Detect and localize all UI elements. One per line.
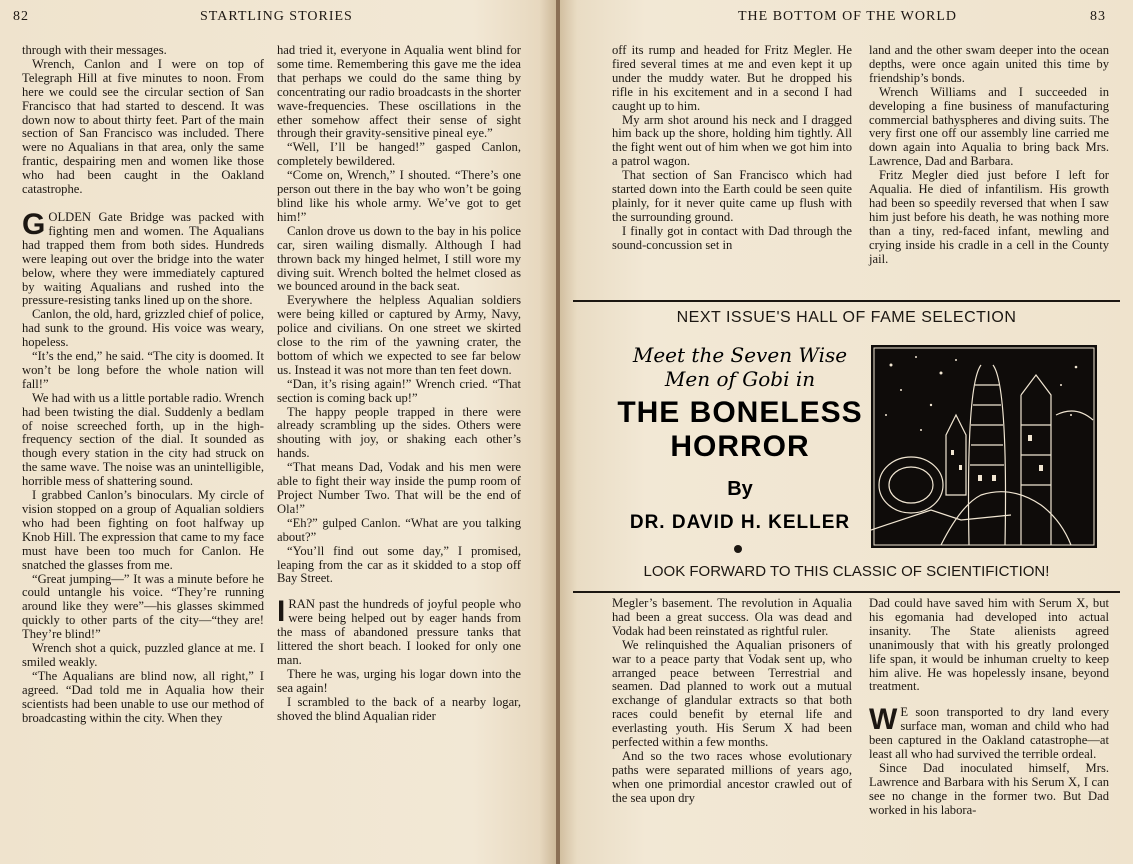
right-column-1: [612, 44, 852, 253]
left-page: [0, 0, 556, 864]
paragraph-dropcap: IRAN past the hundreds of joyful people who were being helped out by eager hands from the mass of abandoned pressure tanks that littered the short beach. I looked for only one man.: [277, 595, 521, 667]
right-column-4: [869, 597, 1109, 818]
drop-cap: W: [869, 703, 898, 737]
left-column-2: [277, 44, 521, 724]
paragraph: Canlon drove us down to the bay in his police car, siren wailing dismally. Although I had thrown back my hinged helmet, I still wore my diving suit. Wrench bolted the helmet closed as we bounced around in the back seat.: [277, 223, 521, 294]
paragraph: Fritz Megler died just before I left for Aqualia. He died of infantilism. His growth had been so speedily reversed that when I saw him just before his death, he was nothing more than a tiny, red-faced infant, mewling and crying inside his cradle in a cell in the County jail.: [869, 168, 1109, 266]
paragraph: land and the other swam deeper into the ocean depths, were once again united this time by friendship’s bonds.: [869, 43, 1109, 85]
paragraph: Wrench shot a quick, puzzled glance at me. I smiled weakly.: [22, 641, 264, 669]
paragraph: “The Aqualians are blind now, all right,” I agreed. “Dad told me in Aqualia how their scientists had been unable to use our method of broadcasting within the city. When they: [22, 668, 264, 725]
paragraph: We had with us a little portable radio. Wrench had been twisting the dial. Suddenly a bedlam of noise screeched forth, up in the high-frequency section of the dial. It sounded as though every station in the city had struck on the same wave. The noise was an unintelligible, horrible mess of shattering sound.: [22, 390, 264, 489]
paragraph: “Come on, Wrench,” I shouted. “There’s one person out there in the bay who won’t be going blind like his whole army. We’ve got to get him!”: [277, 168, 521, 224]
paragraph: I grabbed Canlon’s binoculars. My circle of vision stopped on a group of Aqualian soldiers who had been fighting on foot halfway up Knob Hill. The expression that came to my face must have been too much for Canlon. He snatched the glasses from me.: [22, 488, 264, 572]
page-number-right: 83: [1090, 9, 1106, 24]
paragraph: My arm shot around his neck and I dragged him back up the shore, holding him tightly. All the fight went out of him when we got him into a patrol wagon.: [612, 112, 852, 169]
page-number-left: 82: [13, 9, 29, 24]
paragraph: off its rump and headed for Fritz Megler. He fired several times at me and even kept it up under the muddy water. But he dropped his rifle in his excitement and in a second I had caught up to him.: [612, 43, 852, 113]
right-column-2: [869, 44, 1109, 267]
running-head-left: STARTLING STORIES: [200, 9, 353, 24]
drop-cap: G: [22, 207, 46, 241]
paragraph: The happy people trapped in there were already scrambling up the sides. Others were shouting with joy, or shaking each other’s hands.: [277, 404, 521, 461]
paragraph: “You’ll find out some day,” I promised, leaping from the car as it skidded to a stop off Bay Street.: [277, 543, 521, 586]
futuristic-city-illustration: [871, 345, 1097, 548]
paragraph: Wrench Williams and I succeeded in developing a fine business of manufacturing commercial bathyspheres and diving suits. The very first one off our assembly line carried me down again into Aqualia to bring back Mrs. Lawrence, Dad and Barbara.: [869, 84, 1109, 169]
story-title-line2: HORROR: [670, 430, 810, 463]
bullet-dot: [734, 545, 742, 553]
paragraph: “Eh?” gulped Canlon. “What are you talking about?”: [277, 515, 521, 544]
paragraph: Since Dad inoculated himself, Mrs. Lawrence and Barbara with his Serum X, I can see no change in the former two. But Dad worked in his labora-: [869, 760, 1109, 817]
paragraph: There he was, urging his logar down into the sea again!: [277, 666, 521, 695]
byline-by: By: [727, 478, 753, 500]
paragraph: Dad could have saved him with Serum X, but his egomania had developed into actual insanity. The State alienists agreed unanimously that with his greatly prolonged life span, it would be inhuman cruelty to keep him alive. He was hopelessly insane, beyond treatment.: [869, 596, 1109, 694]
paragraph: I finally got in contact with Dad through the sound-concussion set in: [612, 223, 852, 252]
story-title-line1: THE BONELESS: [617, 396, 863, 429]
paragraph: Megler’s basement. The revolution in Aqualia had been a great success. Ola was dead and Vodak had been reinstated as rightful ruler.: [612, 596, 852, 638]
hall-of-fame-heading: NEXT ISSUE'S HALL OF FAME SELECTION: [676, 309, 1017, 326]
paragraph: “That means Dad, Vodak and his men were able to fight their way inside the pump room of Project Number Two. That will be the end of Ola!”: [277, 460, 521, 516]
look-forward-text: LOOK FORWARD TO THIS CLASSIC OF SCIENTIFICTION!: [643, 563, 1050, 580]
paragraph: Canlon, the old, hard, grizzled chief of police, had sunk to the ground. His voice was weary, hopeless.: [22, 307, 264, 350]
paragraph-dropcap: W E soon transported to dry land every surface man, woman and child who had been captured in the Oakland catastrophe—at least all who had survived the terrible ordeal.: [869, 703, 1109, 762]
paragraph: I scrambled to the back of a nearby logar, shoved the blind Aqualian rider: [277, 694, 521, 723]
paragraph-dropcap: GOLDEN Gate Bridge was packed with fighting men and women. The Aqualians had trapped them from both sides. Hundreds were leaping out over the bridge into the water below, where they were immediately captured by waiting Aqualians and rushed into the pressure-resisting tanks lined up on the shore.: [22, 207, 264, 308]
paragraph: “It’s the end,” he said. “The city is doomed. It won’t be long before the whole nation will fall!”: [22, 349, 264, 391]
paragraph: Wrench, Canlon and I were on top of Telegraph Hill at five minutes to noon. From here we could see the circular section of San Francisco that had started to descend. It was down now to about thirty feet. Part of the main section of San Francisco was included. There were no Aqualians in that area, only the same frantic, despairing men and women like those who had been caught in the Oakland catastrophe.: [22, 56, 264, 197]
paragraph: And so the two races whose evolutionary paths were separated millions of years ago, when one primordial ancestor crawled out of the sea upon dry: [612, 748, 852, 805]
paragraph: That section of San Francisco which had started down into the Earth could be seen quite plainly, for it never quite came up flush with the surrounding ground.: [612, 168, 852, 224]
divider-rule-bottom: [573, 591, 1120, 593]
paragraph: We relinquished the Aqualian prisoners of war to a peace party that Vodak sent up, who arranged peace between Terrestrial and seamen. Dad planned to work out a mutual exchange of glandular extracts so that both races could benefit by eternal life and everlasting youth. His Serum X had been perfected within a few months.: [612, 637, 852, 750]
ad-tagline: Meet the Seven Wise Men of Gobi in: [632, 343, 848, 391]
paragraph: “Well, I’ll be hanged!” gasped Canlon, completely bewildered.: [277, 140, 521, 169]
paragraph: had tried it, everyone in Aqualia went blind for some time. Remembering this gave me the idea that perhaps we could do the same thing by concentrating our radio broadcasts in the shorter wave-frequencies. These oscillations in the ether somehow affect their sense of sight through their gravity-sensitive pineal eye.”: [277, 43, 521, 141]
paragraph: Everywhere the helpless Aqualian soldiers were being killed or captured by Army, Navy, police and civilians. On one street we skirted close to the rim of the yawning crater, the bottom of which we expected to see far below us. Instead it was not more than ten feet down.: [277, 293, 521, 377]
divider-rule-top: [573, 300, 1120, 302]
paragraph: “Great jumping—” It was a minute before he could untangle his voice. “They’re running around like they were”—his glasses skimmed quickly to other parts of the city—“they are! They’re blind!”: [22, 571, 264, 642]
author-name: DR. DAVID H. KELLER: [629, 512, 851, 533]
running-head-right: THE BOTTOM OF THE WORLD: [738, 9, 957, 24]
left-column-1: [22, 44, 264, 726]
paragraph: “Dan, it’s rising again!” Wrench cried. “That section is coming back up!”: [277, 376, 521, 405]
drop-cap: I: [277, 595, 286, 629]
right-column-3: [612, 597, 852, 806]
paragraph: through with their messages.: [22, 43, 167, 57]
